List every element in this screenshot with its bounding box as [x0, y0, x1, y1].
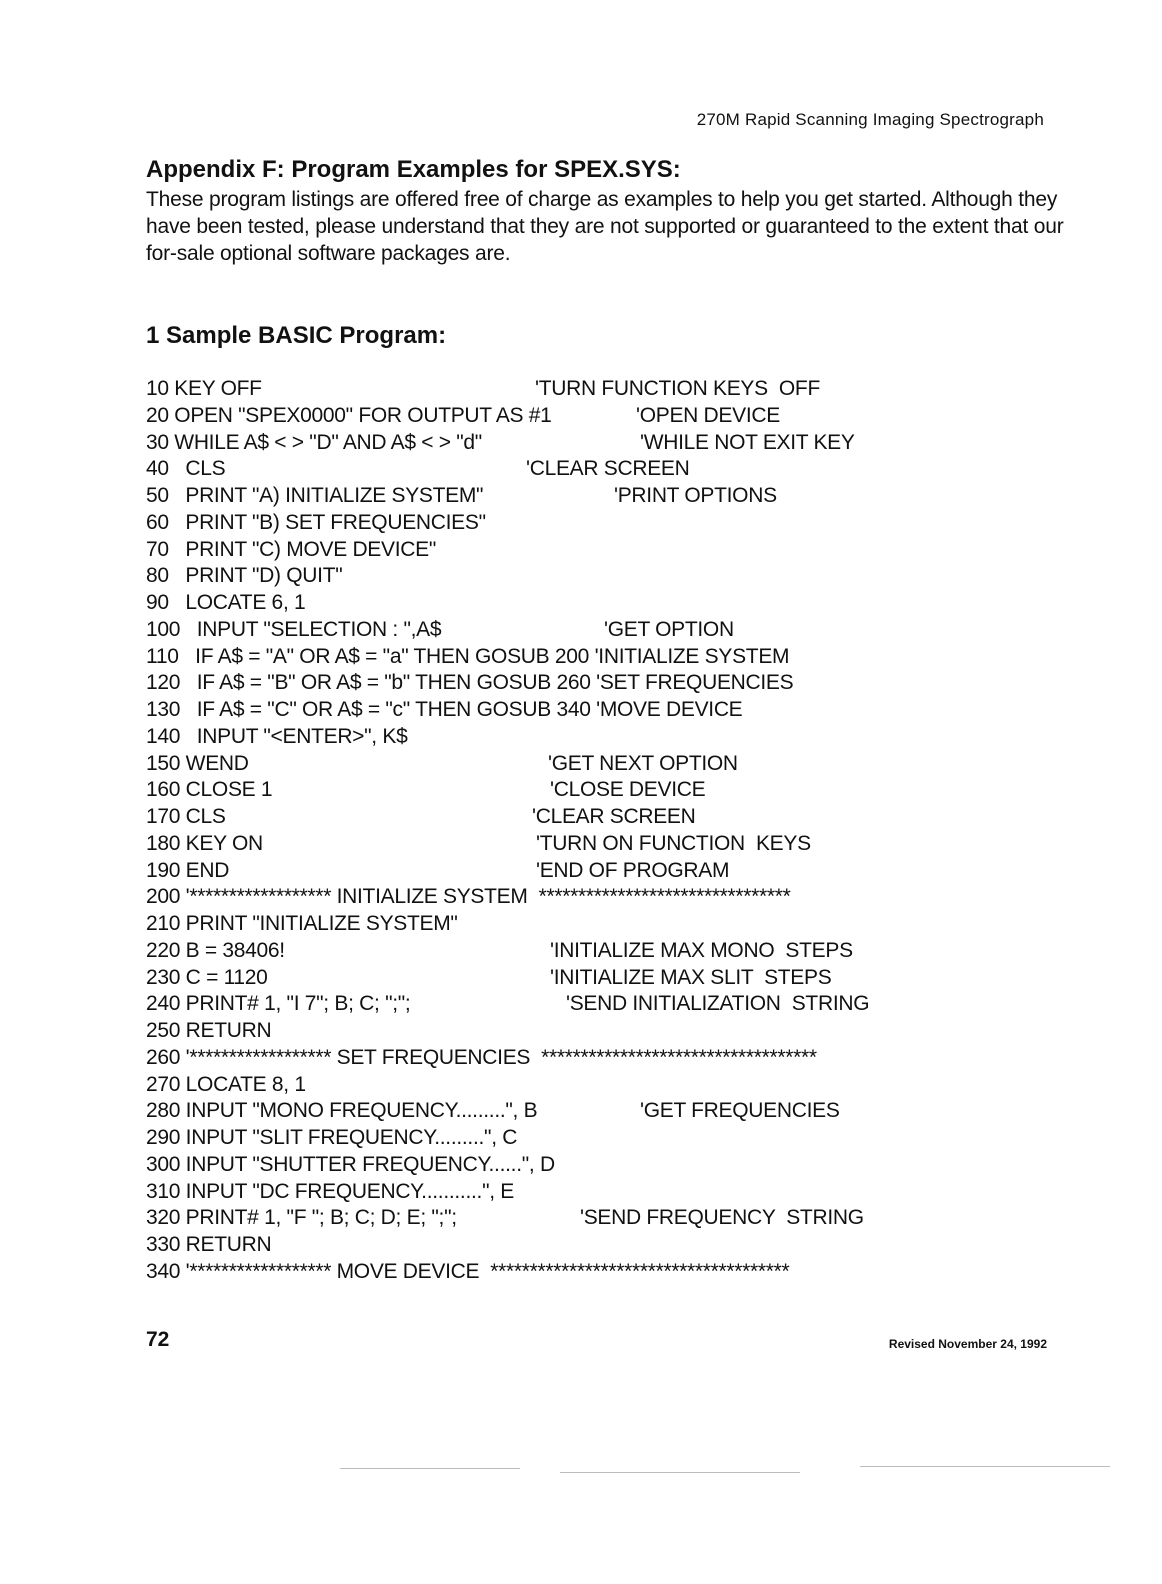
code-line [146, 563, 1046, 590]
code-comment: 'TURN FUNCTION KEYS OFF [535, 377, 820, 400]
code-statement: 250 RETURN [146, 1019, 272, 1042]
code-statement: 20 OPEN "SPEX0000" FOR OUTPUT AS #1 [146, 403, 552, 427]
code-statement: 50 PRINT "A) INITIALIZE SYSTEM" [146, 484, 484, 507]
code-line [146, 1152, 1046, 1179]
code-comment: 'GET FREQUENCIES [640, 1099, 840, 1123]
code-line [146, 1072, 1046, 1099]
code-comment: 'GET NEXT OPTION [548, 751, 738, 775]
code-line [146, 430, 1046, 457]
code-statement: 320 PRINT# 1, "F "; B; C; D; E; ";"; [146, 1206, 457, 1230]
page-number: 72 [146, 1328, 170, 1351]
code-line [146, 884, 1046, 911]
code-comment: 'SEND INITIALIZATION STRING [566, 992, 870, 1016]
code-line [146, 777, 1046, 804]
code-statement: 300 INPUT "SHUTTER FREQUENCY......", D [146, 1152, 555, 1176]
code-comment: 'SEND FREQUENCY STRING [580, 1206, 864, 1230]
code-statement: 100 INPUT "SELECTION : ",A$ [146, 617, 442, 641]
code-line [146, 938, 1046, 965]
code-line [146, 1232, 1046, 1259]
code-line [146, 804, 1046, 831]
code-statement: 120 IF A$ = "B" OR A$ = "b" THEN GOSUB 260 'SET FREQUENCIES [146, 671, 794, 695]
scan-artifact [560, 1472, 800, 1473]
code-statement: 310 INPUT "DC FREQUENCY...........", E [146, 1179, 514, 1203]
code-line [146, 911, 1046, 938]
appendix-title: Appendix F: Program Examples for SPEX.SYS: [146, 156, 681, 183]
code-line [146, 670, 1046, 697]
code-statement: 230 C = 1120 [146, 965, 268, 989]
code-comment: 'TURN ON FUNCTION KEYS [536, 831, 811, 855]
scan-artifact [340, 1468, 520, 1469]
running-header: 270M Rapid Scanning Imaging Spectrograph [696, 110, 1044, 129]
code-statement: 140 INPUT "<ENTER>", K$ [146, 724, 408, 748]
code-statement: 70 PRINT "C) MOVE DEVICE" [146, 537, 436, 561]
code-comment: 'OPEN DEVICE [636, 403, 780, 427]
code-comment: 'INITIALIZE MAX SLIT STEPS [550, 965, 832, 989]
code-line [146, 724, 1046, 751]
code-statement: 290 INPUT "SLIT FREQUENCY.........", C [146, 1126, 518, 1149]
code-line [146, 590, 1046, 617]
code-statement: 170 CLS [146, 805, 226, 828]
code-line [146, 991, 1046, 1018]
code-statement: 280 INPUT "MONO FREQUENCY.........", B [146, 1099, 538, 1123]
code-comment: 'CLEAR SCREEN [532, 805, 696, 828]
code-comment: 'CLEAR SCREEN [526, 457, 690, 481]
code-comment: 'GET OPTION [604, 617, 734, 641]
code-comment: 'CLOSE DEVICE [550, 778, 706, 802]
code-line [146, 537, 1046, 564]
code-statement: 110 IF A$ = "A" OR A$ = "a" THEN GOSUB 200 'INITIALIZE SYSTEM [146, 644, 790, 668]
code-statement: 30 WHILE A$ < > "D" AND A$ < > "d" [146, 430, 482, 454]
code-statement: 200 '****************** INITIALIZE SYSTEM ******************************** [146, 885, 791, 909]
code-line [146, 456, 1046, 483]
code-statement: 240 PRINT# 1, "I 7"; B; C; ";"; [146, 992, 411, 1016]
section-title: 1 Sample BASIC Program: [146, 322, 447, 349]
code-comment: 'INITIALIZE MAX MONO STEPS [550, 938, 853, 962]
code-line [146, 1098, 1046, 1125]
code-statement: 40 CLS [146, 457, 226, 481]
code-line [146, 965, 1046, 992]
code-line [146, 376, 1046, 403]
code-line [146, 1205, 1046, 1232]
code-comment: 'WHILE NOT EXIT KEY [640, 430, 855, 454]
code-line [146, 644, 1046, 671]
code-statement: 220 B = 38406! [146, 938, 285, 962]
code-line [146, 617, 1046, 644]
code-line [146, 483, 1046, 510]
code-comment: 'PRINT OPTIONS [614, 484, 777, 507]
code-line [146, 697, 1046, 724]
code-line [146, 510, 1046, 537]
code-statement: 150 WEND [146, 751, 249, 775]
code-line [146, 1018, 1046, 1045]
code-statement: 10 KEY OFF [146, 377, 262, 400]
code-line [146, 1259, 1046, 1286]
code-statement: 160 CLOSE 1 [146, 778, 273, 802]
code-statement: 340 '****************** MOVE DEVICE ************************************** [146, 1259, 790, 1283]
code-statement: 190 END [146, 858, 230, 882]
basic-program-listing [146, 376, 1046, 1286]
code-line [146, 858, 1046, 885]
code-statement: 80 PRINT "D) QUIT" [146, 564, 343, 588]
code-statement: 60 PRINT "B) SET FREQUENCIES" [146, 510, 486, 534]
scan-artifact [860, 1466, 1110, 1467]
code-line [146, 403, 1046, 430]
code-comment: 'END OF PROGRAM [536, 858, 730, 882]
code-statement: 90 LOCATE 6, 1 [146, 591, 306, 614]
code-statement: 270 LOCATE 8, 1 [146, 1072, 306, 1096]
revision-date: Revised November 24, 1992 [888, 1337, 1047, 1351]
code-line [146, 831, 1046, 858]
code-statement: 260 '****************** SET FREQUENCIES *********************************** [146, 1045, 817, 1069]
code-line [146, 1045, 1046, 1072]
code-line [146, 1179, 1046, 1206]
code-statement: 130 IF A$ = "C" OR A$ = "c" THEN GOSUB 340 'MOVE DEVICE [146, 698, 743, 721]
code-statement: 180 KEY ON [146, 831, 263, 855]
code-line [146, 751, 1046, 778]
code-line [146, 1125, 1046, 1152]
code-statement: 330 RETURN [146, 1233, 272, 1256]
intro-paragraph: These program listings are offered free of charge as examples to help you get started. Although they have been tested, please understand that they are not supported or guaranteed to the extent that our for-sale optional software packages are. [146, 188, 1064, 265]
code-statement: 210 PRINT "INITIALIZE SYSTEM" [146, 912, 458, 935]
